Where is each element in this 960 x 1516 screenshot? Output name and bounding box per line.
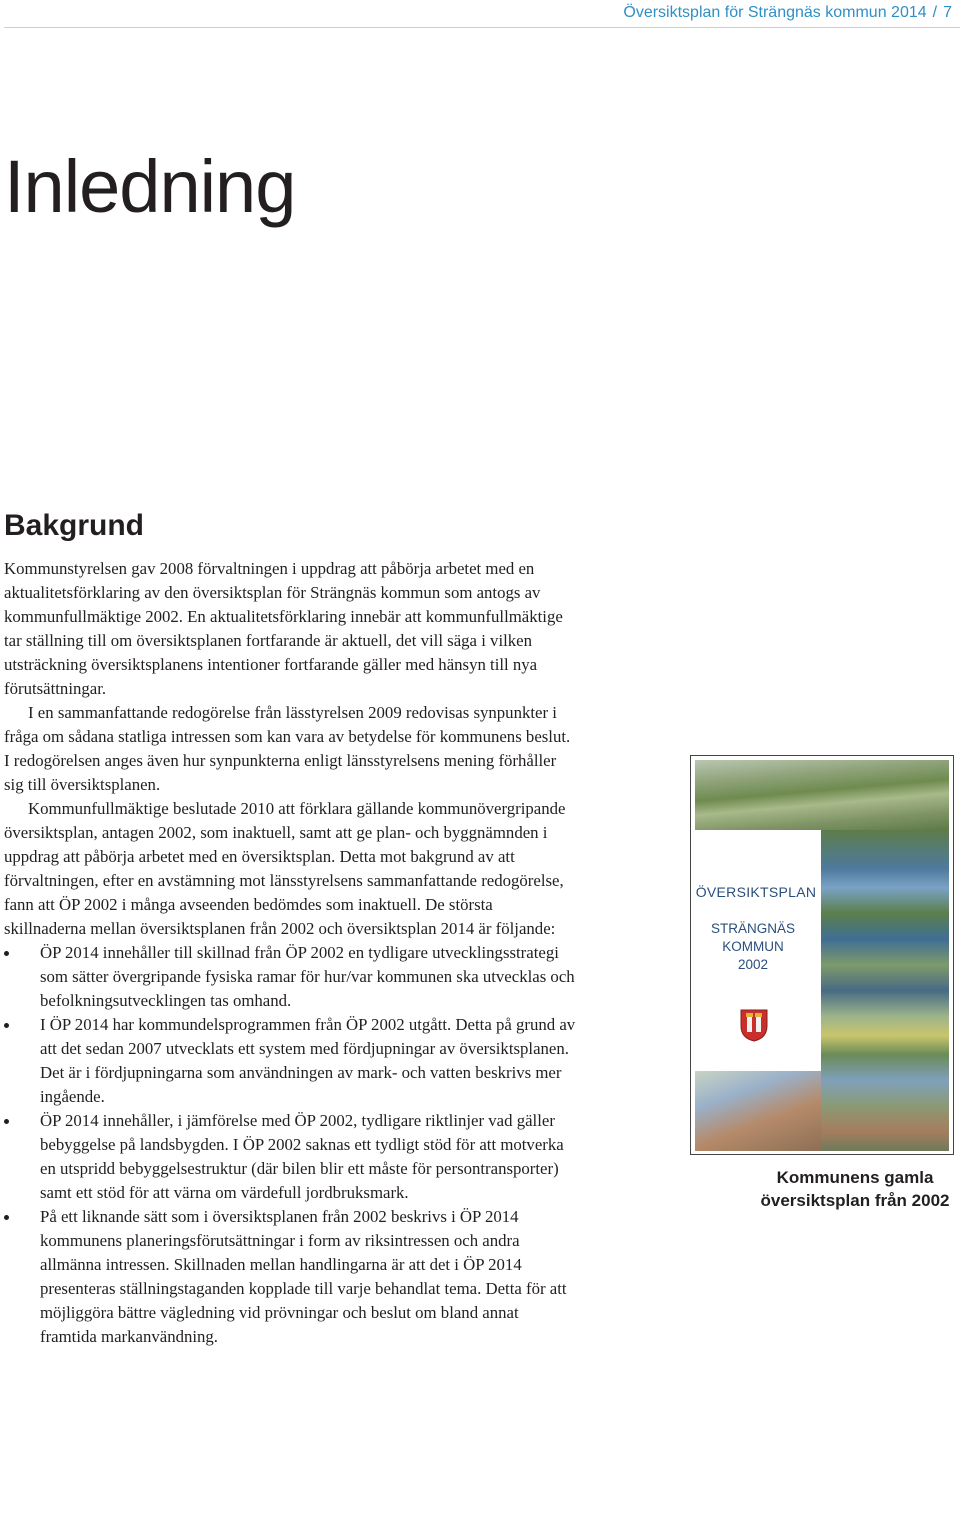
aerial-photo-strip xyxy=(821,830,949,1151)
bullet-item: I ÖP 2014 har kommundelsprogrammen från ÖP 2002 utgått. Detta på grund av att det sedan 2007 utvecklats ett system med fördjupningar av översiktsplanen. Det är i fördjupningarna som användningen av mark- och vatten beskrivs mer ingående. xyxy=(4,1013,576,1109)
cover-place xyxy=(691,920,815,974)
document-title: Översiktsplan för Strängnäs kommun 2014 xyxy=(623,4,927,21)
chapter-title: Inledning xyxy=(4,145,296,228)
coat-of-arms-icon xyxy=(739,1008,769,1042)
bullet-item: ÖP 2014 innehåller till skillnad från ÖP 2002 en tydligare utvecklingsstrategi som sätter övergripande fysiska ramar för hur/var kommunen ska utvecklas och befolkningsutvecklingen tas omhand. xyxy=(4,941,576,1013)
body-text xyxy=(4,557,576,1349)
page-number: 7 xyxy=(943,4,952,21)
cover-place-line: 2002 xyxy=(737,957,769,972)
header-rule xyxy=(4,27,960,28)
bullet-item: På ett liknande sätt som i översiktsplanen från 2002 beskrivs i ÖP 2014 kommunens planeringsförutsättningar i form av riksintressen och andra allmänna intressen. Skillnaden mellan handlingarna är att det i ÖP 2014 presenteras ställningstaganden kopplade till varje behandlat tema. Detta för att möjliggöra bättre vägledning vid prövningar och beslut om bland annat framtida markanvändning. xyxy=(4,1205,576,1349)
cover-title: ÖVERSIKTSPLAN xyxy=(695,884,817,900)
cover-image xyxy=(690,755,954,1155)
bullet-item: ÖP 2014 innehåller, i jämförelse med ÖP 2002, tydligare riktlinjer vad gäller bebyggelse på landsbygden. I ÖP 2002 saknas ett tydligt stöd för att motverka en utspridd bebyggelsestruktur (där bilen blir ett måste för persontransporter) samt ett stöd för att värna om värdefull jordbruksmark. xyxy=(4,1109,576,1205)
figure-caption xyxy=(750,1166,960,1212)
paragraph: I en sammanfattande redogörelse från lässtyrelsen 2009 redovisas synpunkter i fråga om sådana statliga intressen som kan vara av betydelse för kommunens beslut. I redogörelsen anges även hur synpunkterna enligt länsstyrelsens mening förhåller sig till översiktsplanen. xyxy=(4,703,571,794)
paragraph: Kommunstyrelsen gav 2008 förvaltningen i uppdrag att påbörja arbetet med en aktualitetsförklaring av den översiktsplan för Strängnäs kommun som antogs av kommunfullmäktige 2002. En aktualitetsförklaring innebär att kommunfullmäktige tar ställning till om översiktsplanen fortfarande är aktuell, det vill säga i vilken utsträckning översiktsplanens intentioner fortfarande gäller med hänsyn till nya förutsättningar. xyxy=(4,559,563,698)
header-separator: / xyxy=(932,4,938,21)
aerial-photo xyxy=(695,1071,821,1151)
caption-line: Kommunens gamla xyxy=(776,1168,934,1187)
bullet-list xyxy=(4,941,576,1349)
aerial-photo xyxy=(695,760,949,830)
cover-place-line: STRÄNGNÄS xyxy=(710,921,795,936)
paragraph: Kommunfullmäktige beslutade 2010 att förklara gällande kommunövergripande översiktsplan, antagen 2002, som inaktuell, samt att ge plan- och byggnämnden i uppdrag att påbörja arbetet med en översiktsplan. Detta mot bakgrund av att förvaltningen, efter en avstämning mot länsstyrelsens sammanfattande redogörelse, fann att ÖP 2002 i många avseenden bedömdes som inaktuell. De största skillnaderna mellan översiktsplanen från 2002 och översiktsplan 2014 är följande: xyxy=(4,799,566,938)
section-heading: Bakgrund xyxy=(4,509,145,542)
cover-place-line: KOMMUN xyxy=(722,939,784,954)
running-header xyxy=(623,4,952,22)
caption-line: översiktsplan från 2002 xyxy=(760,1191,950,1210)
